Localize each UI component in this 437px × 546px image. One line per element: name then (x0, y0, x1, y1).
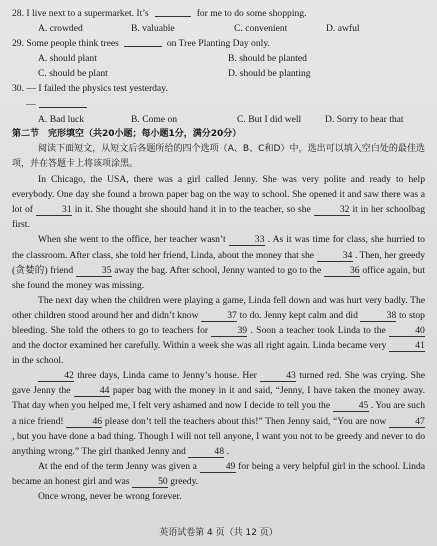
question-29-stem (12, 36, 425, 51)
blank-number: 41 (389, 340, 425, 352)
question-28-stem (12, 6, 425, 21)
blank-number: 35 (76, 265, 112, 277)
q28-stem-before: 28. I live next to a supermarket. It’s (12, 8, 149, 19)
passage-text: The next day when the children were playing a game, Linda fell down and was hurt very badly. The other children stood around her and didn’t know (12, 294, 425, 321)
blank-number: 33 (229, 234, 265, 246)
blank-number: 36 (324, 265, 360, 277)
passage-text: in the school. (12, 355, 64, 367)
q30-reply-dash: — (26, 98, 36, 110)
blank-number: 50 (132, 476, 168, 488)
q30-stem: 30. — I failed the physics test yesterday. (12, 83, 168, 95)
passage-text: to do. Jenny kept calm and did (237, 309, 361, 321)
blank-number: 43 (260, 370, 296, 382)
blank-number: 40 (389, 325, 425, 337)
passage-text: . You are such a nice friend! (12, 400, 425, 427)
passage-text: turned red. She was crying. She gave Jenny the (12, 370, 425, 397)
passage-text: paper bag with the money in it and said, “Jenny, I have taken the money away. That day when you helped me, I felt very ashamed and now I decide to tell you the (12, 385, 425, 412)
passage-text: three days, Linda came to Jenny’s house. Her (74, 370, 261, 382)
passage-paragraph-3 (12, 293, 425, 368)
question-29-options-row2 (12, 66, 425, 81)
blank-number: 49 (200, 461, 236, 473)
passage-text: please don’t tell the teachers about this!” Then Jenny said, “You are now (102, 415, 389, 427)
q28-option-b: B. valuable (131, 23, 175, 35)
blank-number: 32 (314, 204, 350, 216)
passage-paragraph-6: Once wrong, never be wrong forever. (38, 491, 182, 502)
q29-stem-before: 29. Some people think trees (12, 38, 119, 50)
q28-option-a: A. crowded (38, 23, 83, 35)
passage-text: . Soon a teacher took Linda to the (247, 324, 390, 336)
blank-number: 42 (38, 370, 74, 382)
q30-blank (39, 97, 87, 108)
passage-text: . Then, her greedy (贪婪的) friend (12, 249, 425, 276)
passage-text: for being a very helpful girl in the school. Linda became an honest girl and was (12, 460, 425, 487)
blank-number: 37 (201, 310, 237, 322)
passage-text: and the doctor examined her carefully. Within a week she was all right again. Linda became very (12, 340, 389, 352)
q29-option-a: A. should plant (38, 53, 97, 65)
section-title: 第二节 完形填空（共20小题；每小题1分，满分20分） (12, 128, 242, 139)
q28-blank (155, 6, 191, 17)
blank-number: 39 (211, 325, 247, 337)
blank-number: 44 (74, 385, 110, 397)
passage-text: , but you have done a bad thing. Though I will not tell anyone, I want you not to be greedy and never to do anything wrong.” The girl thanked Jenny and (12, 430, 425, 457)
blank-number: 45 (333, 400, 369, 412)
question-30-stem (12, 81, 425, 96)
q29-stem-after: on Tree Planting Day only. (166, 38, 270, 50)
blank-number: 34 (317, 250, 353, 262)
passage-text: it in her schoolbag first. (12, 204, 425, 231)
passage-paragraph-2 (12, 232, 425, 292)
passage-text: When she went to the office, her teacher wasn’t (38, 234, 229, 246)
q30-option-d: D. Sorry to hear that (325, 113, 404, 125)
passage-paragraph-4 (12, 368, 425, 459)
blank-number: 31 (36, 204, 72, 216)
q29-option-c: C. should be plant (38, 68, 108, 80)
blank-number: 38 (360, 310, 396, 322)
passage-text: . As it was time for class, she hurried to the classroom. After class, she told her friend, Linda, about the money that she (12, 234, 425, 261)
blank-number: 47 (389, 416, 425, 428)
q29-blank (124, 36, 162, 47)
blank-number: 48 (188, 446, 224, 458)
q29-option-b: B. should be planted (228, 53, 307, 65)
question-29-options-row1 (12, 51, 425, 66)
passage-text: to stop bleeding. She told the others to go to teachers for (12, 309, 425, 336)
passage-text: greedy. (167, 475, 199, 487)
section-instructions: 阅读下面短文，从短文后各题所给的四个选项（A、B、C和D）中，选出可以填入空白处的最佳选项，并在答题卡上将该项涂黑。 (12, 143, 425, 169)
passage-paragraph-5 (12, 459, 425, 489)
blank-number: 46 (66, 416, 102, 428)
question-30-options (12, 112, 425, 127)
q30-option-a: A. Bad luck (38, 113, 85, 125)
q29-option-d: D. should be planting (228, 68, 311, 80)
passage-text: In Chicago, the USA, there was a girl called Jenny. She was very polite and ready to help everybody. One day she found a brown paper bag on the way to school. She opened it and saw there was a lot of (12, 174, 425, 216)
passage-text: . (224, 445, 229, 457)
q28-stem-after: for me to do some shopping. (196, 8, 307, 19)
cloze-passage (12, 172, 425, 504)
q28-option-c: C. convenient (234, 23, 288, 35)
passage-paragraph-1 (12, 172, 425, 232)
question-28-options (12, 21, 425, 36)
q28-option-d: D. awful (326, 23, 360, 35)
passage-text: in it. She thought she should hand it in to the teacher, so she (71, 204, 314, 216)
passage-text: At the end of the term Jenny was given a (38, 460, 200, 472)
q30-option-b: B. Come on (131, 113, 178, 125)
passage-text: away the bag. After school, Jenny wanted to go to the (111, 264, 324, 276)
question-30-reply (12, 97, 425, 112)
q30-option-c: C. But I did well (237, 113, 302, 125)
passage-text: office again, but she found the money was missing. (12, 264, 426, 291)
page-footer: 英语试卷第 4 页（共 12 页） (159, 527, 278, 538)
